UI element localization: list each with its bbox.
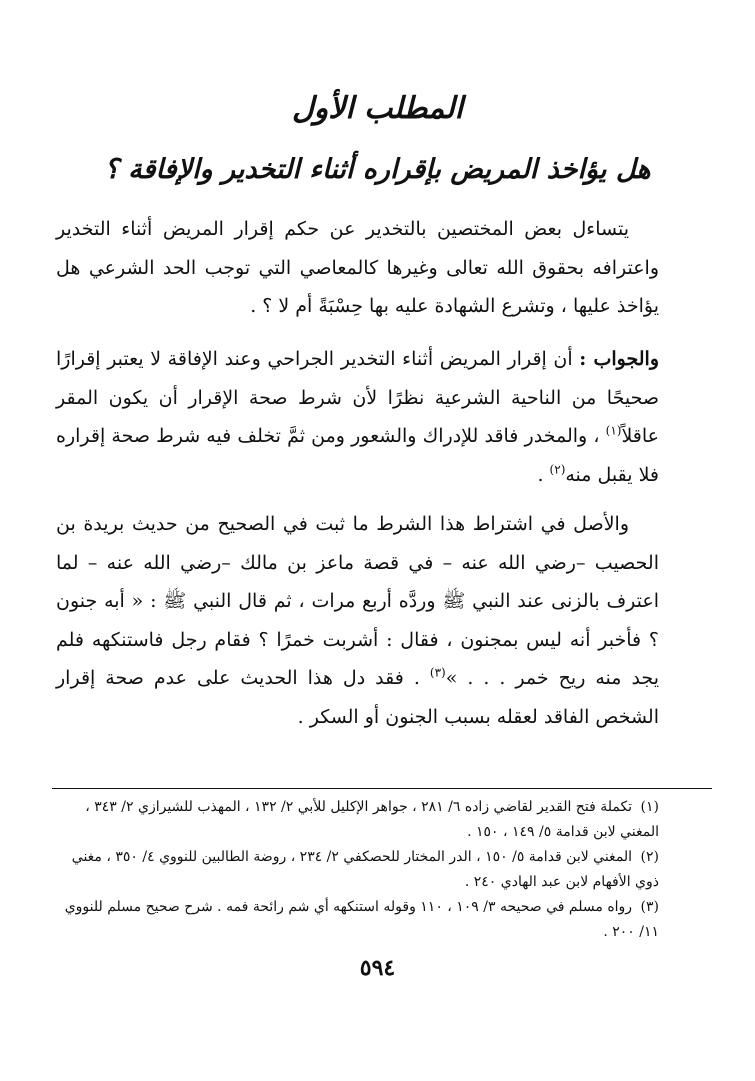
- footnote-text: تكملة فتح القدير لقاضي زاده ٦/ ٢٨١ ، جواهر الإكليل للأبي ٢/ ١٣٢ ، المهذب للشيرازي ٢/ ٣٤٣ ، المغني لابن قدامة ٥/ ١٤٩ ، ١٥٠ .: [85, 799, 659, 840]
- footnote-number: (٣): [640, 899, 659, 915]
- answer-text-2: ، والمخدر فاقد للإدراك والشعور ومن ثمَّ تخلف فيه شرط صحة إقراره فلا يقبل منه: [56, 425, 659, 486]
- answer-text-3: .: [537, 463, 550, 486]
- footnote-number: (١): [640, 799, 659, 815]
- footnote-ref-1[interactable]: (١): [605, 423, 622, 438]
- footnote-number: (٢): [640, 849, 659, 865]
- footnote-item: [56, 845, 659, 895]
- evidence-text-2: . فقد دل هذا الحديث على عدم صحة إقرار الشخص الفاقد لعقله بسبب الجنون أو السكر .: [56, 667, 659, 728]
- answer-text-1: أن إقرار المريض أثناء التخدير الجراحي وعند الإفاقة لا يعتبر إقرارًا صحيحًا من الناحية الشرعية نظرًا لأن شرط صحة الإقرار أن يكون المقر عاقلاً: [56, 348, 659, 447]
- evidence-text-1: والأصل في اشتراط هذا الشرط ما ثبت في الصحيح من حديث بريدة بن الحصيب –رضي الله عنه – في قصة ماعز بن مالك –رضي الله عنه – لما اعترف بالزنى عند النبي ﷺ وردَّه أربع مرات ، ثم قال النبي ﷺ : « أبه جنون ؟ فأخبر أنه ليس بمجنون ، فقال : أشربت خمرًا ؟ فقام رجل فاستنكهه فلم يجد منه ريح خمر . . . »: [56, 513, 659, 689]
- footnotes-list: [56, 795, 659, 945]
- footnote-item: [56, 895, 659, 945]
- paragraph-evidence: [56, 505, 659, 736]
- paragraph-question: يتساءل بعض المختصين بالتخدير عن حكم إقرار المريض أثناء التخدير واعترافه بحقوق الله تعالى وغيرها كالمعاصي التي توجب الحد الشرعي هل يؤاخذ عليها ، وتشرع الشهادة عليه بها حِسْبَةً أم لا ؟ .: [56, 218, 659, 317]
- page-number: ٥٩٤: [359, 955, 396, 981]
- footnote-divider: [52, 788, 712, 789]
- footnote-item: [56, 795, 659, 845]
- answer-label: والجواب :: [579, 348, 659, 370]
- footnote-text: رواه مسلم في صحيحه ٣/ ١٠٩ ، ١١٠ وقوله استنكهه أي شم رائحة فمه . شرح صحيح مسلم للنووي ١١/ ٢٠٠ .: [64, 899, 659, 940]
- section-title: المطلب الأول: [292, 91, 463, 126]
- paragraph-answer: [56, 340, 659, 494]
- footnote-ref-3[interactable]: (٣): [429, 665, 446, 680]
- section-question: هل يؤاخذ المريض بإقراره أثناء التخدير والإفاقة ؟: [104, 154, 651, 185]
- footnote-ref-2[interactable]: (٢): [549, 462, 566, 477]
- footnote-text: المغني لابن قدامة ٥/ ١٥٠ ، الدر المختار للحصكفي ٢/ ٢٣٤ ، روضة الطالبين للنووي ٤/ ٣٥٠ ، مغني ذوي الأفهام لابن عبد الهادي ٢٤٠ .: [71, 849, 659, 890]
